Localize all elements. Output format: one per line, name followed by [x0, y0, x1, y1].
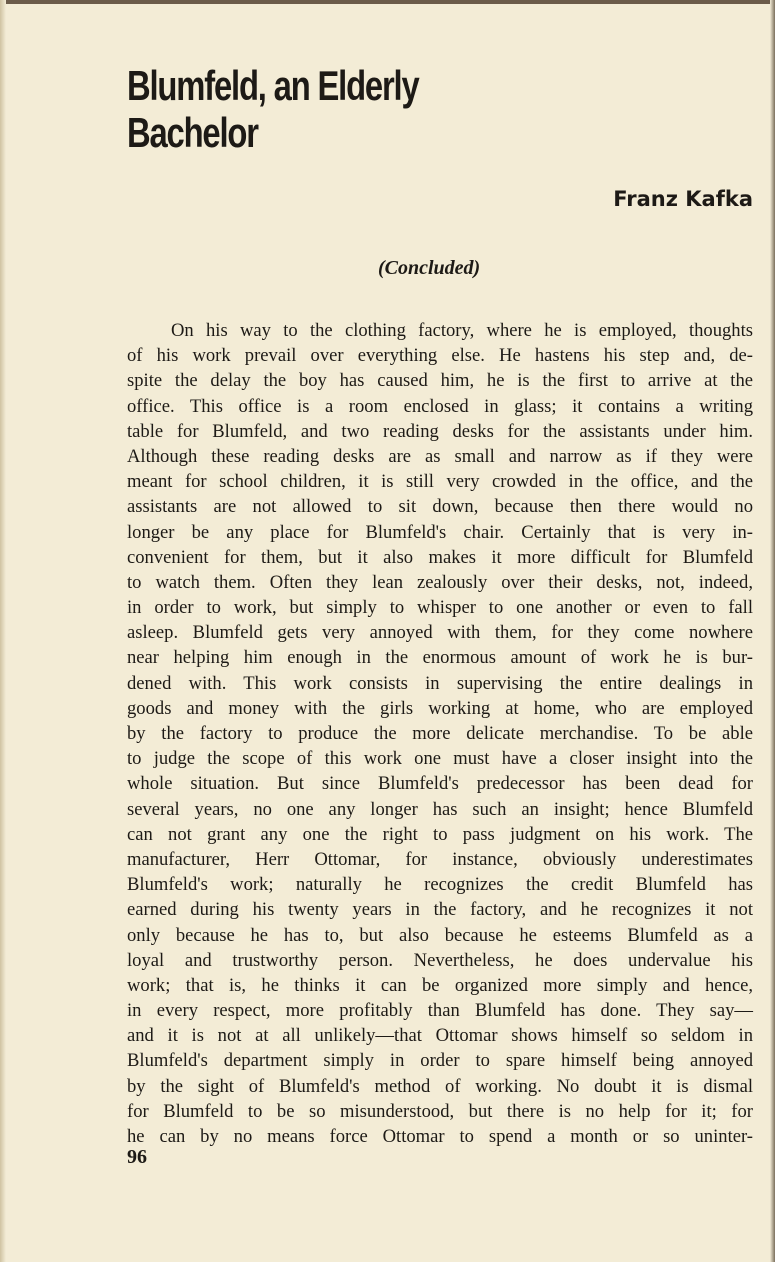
- body-line: spite the delay the boy has caused him, he is the first to arrive at the: [127, 370, 753, 392]
- body-line: can not grant any one the right to pass judgment on his work. The: [127, 823, 753, 845]
- body-line: and it is not at all unlikely—that Ottomar shows himself so seldom in: [127, 1025, 753, 1047]
- page-top-edge: [0, 0, 775, 4]
- author-name: Franz Kafka: [613, 187, 753, 211]
- body-line: by the sight of Blumfeld's method of working. No doubt it is dismal: [127, 1075, 753, 1097]
- body-line: Blumfeld's department simply in order to spare himself being annoyed: [127, 1050, 753, 1072]
- body-line: Although these reading desks are as small and narrow as if they were: [127, 445, 753, 467]
- article-body: [127, 318, 753, 1149]
- body-line: goods and money with the girls working at home, who are employed: [127, 697, 753, 719]
- body-line: Blumfeld's work; naturally he recognizes the credit Blumfeld has: [127, 874, 753, 896]
- body-line: in order to work, but simply to whisper to one another or even to fall: [127, 597, 753, 619]
- body-line: asleep. Blumfeld gets very annoyed with them, for they come nowhere: [127, 622, 753, 644]
- body-line: earned during his twenty years in the factory, and he recognizes it not: [127, 899, 753, 921]
- body-line: loyal and trustworthy person. Nevertheless, he does undervalue his: [127, 949, 753, 971]
- page-number: 96: [127, 1146, 147, 1168]
- body-line: On his way to the clothing factory, where he is employed, thoughts: [171, 320, 753, 341]
- body-line: manufacturer, Herr Ottomar, for instance, obviously underestimates: [127, 848, 753, 870]
- body-line: for Blumfeld to be so misunderstood, but there is no help for it; for: [127, 1100, 753, 1122]
- body-line: to watch them. Often they lean zealously over their desks, not, indeed,: [127, 571, 753, 593]
- body-line: office. This office is a room enclosed in glass; it contains a writing: [127, 395, 753, 417]
- body-line: work; that is, he thinks it can be organized more simply and hence,: [127, 974, 753, 996]
- body-line: convenient for them, but it also makes it more difficult for Blumfeld: [127, 546, 753, 568]
- body-line: in every respect, more profitably than Blumfeld has done. They say—: [127, 1000, 753, 1022]
- body-line: by the factory to produce the more delicate merchandise. To be able: [127, 723, 753, 744]
- body-line: near helping him enough in the enormous amount of work he is bur-: [127, 647, 753, 669]
- body-line: whole situation. But since Blumfeld's predecessor has been dead for: [127, 773, 753, 795]
- article-title: [127, 62, 419, 156]
- subtitle: (Concluded): [378, 257, 481, 279]
- body-line: he can by no means force Ottomar to spend a month or so uninter-: [127, 1126, 753, 1147]
- body-line: assistants are not allowed to sit down, because then there would no: [127, 496, 753, 518]
- title-line-2: Bachelor: [127, 109, 258, 156]
- title-line-1: Blumfeld, an Elderly: [127, 62, 419, 109]
- body-line: longer be any place for Blumfeld's chair. Certainly that is very in-: [127, 521, 753, 543]
- body-line: to judge the scope of this work one must have a closer insight into the: [127, 748, 753, 770]
- body-line: several years, no one any longer has such an insight; hence Blumfeld: [127, 798, 753, 820]
- body-line: table for Blumfeld, and two reading desks for the assistants under him.: [127, 420, 753, 442]
- body-line: dened with. This work consists in supervising the entire dealings in: [127, 672, 753, 694]
- page-left-edge: [0, 0, 6, 1262]
- body-line: of his work prevail over everything else. He hastens his step and, de-: [127, 345, 753, 367]
- body-line: only because he has to, but also because he esteems Blumfeld as a: [127, 924, 753, 946]
- page-right-edge: [770, 0, 775, 1262]
- body-line: meant for school children, it is still very crowded in the office, and the: [127, 471, 753, 493]
